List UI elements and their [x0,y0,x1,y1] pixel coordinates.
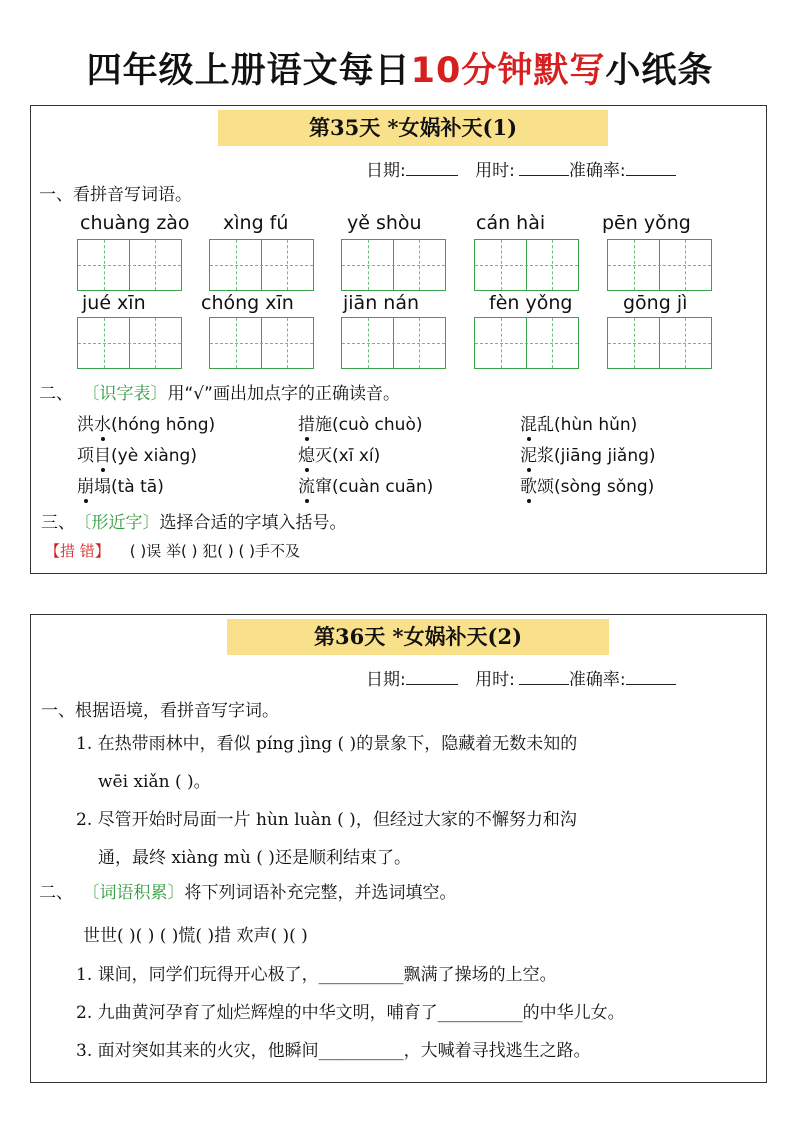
day36-card [30,614,767,1083]
sec2-tag: 〔词语积累〕 [91,883,185,903]
reading-option[interactable]: 泥浆(jiāng jiǎng) [520,446,656,466]
accuracy-blank[interactable] [626,666,676,685]
reading-option[interactable]: 熄灭(xī xí) [298,446,381,466]
sentence-1[interactable]: 1. 课间，同学们玩得开心极了，__________飘满了操场的上空。 [76,965,557,985]
q1-line2[interactable]: wēi xiǎn ( )。 [98,772,211,792]
title-part3: 小纸条 [605,51,714,91]
sec3-text: 选择合适的字填入括号。 [159,513,347,533]
writing-grid[interactable] [607,317,712,369]
writing-grid[interactable] [209,239,314,291]
day36-sec1: 一、根据语境，看拼音写字词。 [41,701,279,721]
day35-card [30,105,767,574]
writing-grid[interactable] [77,239,182,291]
sec3-label: 【措 错】 [45,542,110,560]
sec3-prefix: 三、 [41,513,75,533]
writing-grid[interactable] [607,239,712,291]
sec3-items[interactable]: ( )误 举( ) 犯( ) ( )手不及 [129,542,300,560]
day35-sec1: 一、看拼音写词语。 [39,185,192,205]
accuracy-label: 准确率: [568,161,626,181]
time-blank[interactable] [519,666,569,685]
day36-title: 第36天 *女娲补天(2) [227,619,609,655]
pinyin-5: pēn yǒng [602,212,691,234]
day35-title: 第35天 *女娲补天(1) [218,110,608,146]
pinyin-9: fèn yǒng [489,292,573,314]
day36-meta [366,665,676,690]
sec2-text: 用“√”画出加点字的正确读音。 [167,384,400,404]
sec2-prefix: 二、 [39,883,73,903]
day35-sec3 [41,508,347,533]
day35-meta [366,156,676,181]
writing-grid[interactable] [209,317,314,369]
reading-option[interactable]: 崩塌(tà tā) [77,477,164,497]
q2-line1[interactable]: 2. 尽管开始时局面一片 hùn luàn ( )，但经过大家的不懈努力和沟 [76,810,577,830]
q2-line2[interactable]: 通，最终 xiàng mù ( )还是顺利结束了。 [98,848,411,868]
pinyin-10: gōng jì [623,292,688,314]
sentence-2[interactable]: 2. 九曲黄河孕育了灿烂辉煌的中华文明，哺育了__________的中华儿女。 [76,1003,625,1023]
day35-sec2 [39,379,400,404]
date-blank[interactable] [406,666,458,685]
reading-option[interactable]: 混乱(hùn hǔn) [520,415,638,435]
sentence-3[interactable]: 3. 面对突如其来的火灾，他瞬间__________，大喊着寻找逃生之路。 [76,1041,591,1061]
pinyin-3: yě shòu [347,212,422,234]
writing-grid[interactable] [474,239,579,291]
q1-line1[interactable]: 1. 在热带雨林中，看似 píng jìng ( )的景象下，隐藏着无数未知的 [76,734,578,754]
writing-grid[interactable] [341,239,446,291]
pinyin-7: chóng xīn [201,292,294,314]
pinyin-2: xìng fú [223,212,289,234]
reading-option[interactable]: 流窜(cuàn cuān) [298,477,434,497]
writing-grid[interactable] [474,317,579,369]
date-label: 日期: [366,670,406,690]
reading-option[interactable]: 洪水(hóng hōng) [77,415,216,435]
pinyin-8: jiān nán [343,292,420,314]
sec2-text: 将下列词语补充完整，并选词填空。 [184,883,457,903]
sec3-tag: 〔形近字〕 [83,513,160,533]
date-blank[interactable] [406,157,458,176]
reading-option[interactable]: 措施(cuò chuò) [298,415,423,435]
accuracy-label: 准确率: [568,670,626,690]
writing-grid[interactable] [77,317,182,369]
pinyin-4: cán hài [476,212,546,234]
words-line[interactable]: 世世( )( ) ( )慌( )措 欢声( )( ) [83,926,308,946]
time-label: 用时: [475,670,515,690]
reading-option[interactable]: 歌颂(sòng sǒng) [520,477,655,497]
writing-grid[interactable] [341,317,446,369]
reading-option[interactable]: 项目(yè xiàng) [77,446,197,466]
time-label: 用时: [475,161,515,181]
sec2-tag: 〔识字表〕 [91,384,168,404]
title-part1: 四年级上册语文每日 [86,51,411,91]
main-title [0,46,800,96]
pinyin-6: jué xīn [82,292,146,314]
title-part2: 10分钟默写 [410,51,606,91]
day36-sec2 [39,878,457,903]
accuracy-blank[interactable] [626,157,676,176]
date-label: 日期: [366,161,406,181]
sec2-prefix: 二、 [39,384,73,404]
day35-sec3-line [45,540,300,561]
time-blank[interactable] [519,157,569,176]
pinyin-1: chuàng zào [80,212,190,234]
